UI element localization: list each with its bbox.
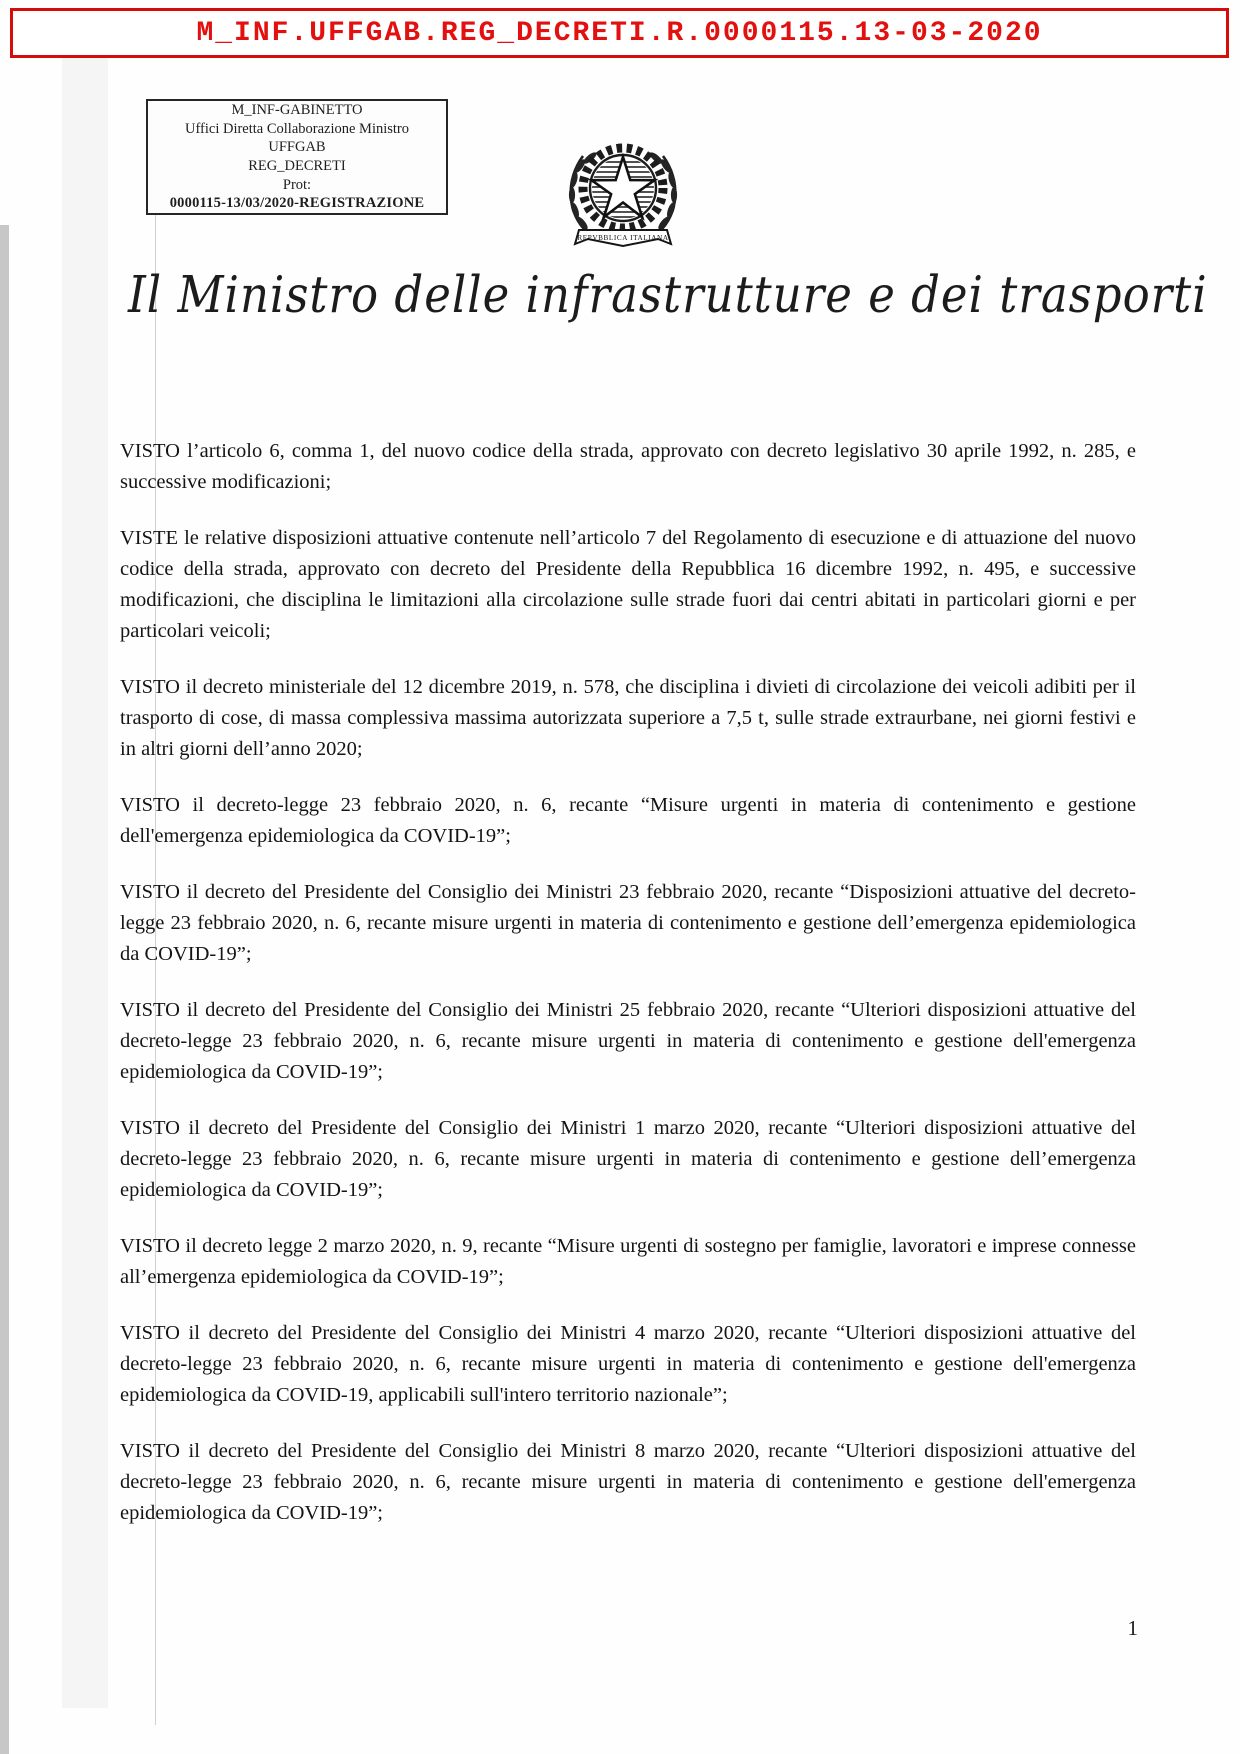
recital-paragraph: VISTO il decreto-legge 23 febbraio 2020, n. 6, recante “Misure urgenti in materia di contenimento e gestione dell'emergenza epidemiologica da COVID-19”; — [120, 794, 1136, 847]
recital-paragraph: VISTO il decreto del Presidente del Consiglio dei Ministri 1 marzo 2020, recante “Ulteriori disposizioni attuative del decreto-legge 23 febbraio 2020, n. 6, recante misure urgenti in materia di contenimento e gestione dell’emergenza epidemiologica da COVID-19”; — [120, 1117, 1136, 1201]
stamp-line: 0000115-13/03/2020-REGISTRAZIONE — [169, 195, 425, 212]
minister-title: Il Ministro delle infrastrutture e dei trasporti — [128, 264, 1208, 325]
protocol-banner — [10, 8, 1229, 58]
recital-paragraph: VISTO il decreto legge 2 marzo 2020, n. 9, recante “Misure urgenti di sostegno per famiglie, lavoratori e imprese connesse all’emergenza epidemiologica da COVID-19”; — [120, 1235, 1136, 1288]
stamp-line: REG_DECRETI — [248, 158, 346, 174]
scan-edge-artifact — [0, 225, 9, 1754]
protocol-number: M_INF.UFFGAB.REG_DECRETI.R.0000115.13-03-2020 — [196, 17, 1043, 49]
registration-stamp — [146, 99, 448, 215]
stamp-line: Uffici Diretta Collaborazione Ministro — [184, 120, 410, 137]
decree-recitals — [120, 436, 1136, 1554]
recital-paragraph: VISTO il decreto del Presidente del Consiglio dei Ministri 8 marzo 2020, recante “Ulteriori disposizioni attuative del decreto-legge 23 febbraio 2020, n. 6, recante misure urgenti in materia di contenimento e gestione dell'emergenza epidemiologica da COVID-19”; — [120, 1440, 1136, 1524]
emblem-ribbon-text: REPVBBLICA ITALIANA — [577, 234, 669, 242]
page-number: 1 — [1127, 1616, 1138, 1640]
scan-shade-artifact — [62, 58, 108, 1708]
recital-paragraph: VISTO il decreto del Presidente del Consiglio dei Ministri 25 febbraio 2020, recante “Ulteriori disposizioni attuative del decreto-legge 23 febbraio 2020, n. 6, recante misure urgenti in materia di contenimento e gestione dell'emergenza epidemiologica da COVID-19”; — [120, 999, 1136, 1083]
stamp-line: M_INF-GABINETTO — [231, 102, 363, 119]
recital-paragraph: VISTO il decreto del Presidente del Consiglio dei Ministri 4 marzo 2020, recante “Ulteriori disposizioni attuative del decreto-legge 23 febbraio 2020, n. 6, recante misure urgenti in materia di contenimento e gestione dell'emergenza epidemiologica da COVID-19, applicabili sull'intero territorio nazionale”; — [120, 1322, 1136, 1406]
recital-paragraph: VISTO il decreto del Presidente del Consiglio dei Ministri 23 febbraio 2020, recante “Disposizioni attuative del decreto-legge 23 febbraio 2020, n. 6, recante misure urgenti in materia di contenimento e gestione dell’emergenza epidemiologica da COVID-19”; — [120, 881, 1136, 965]
stamp-line: UFFGAB — [268, 139, 326, 156]
recital-paragraph: VISTO l’articolo 6, comma 1, del nuovo codice della strada, approvato con decreto legislativo 30 aprile 1992, n. 285, e successive modificazioni; — [120, 440, 1136, 493]
italian-republic-emblem-icon — [553, 128, 693, 268]
recital-paragraph: VISTO il decreto ministeriale del 12 dicembre 2019, n. 578, che disciplina i divieti di circolazione dei veicoli adibiti per il trasporto di cose, di massa complessiva massima autorizzata superiore a 7,5 t, sulle strade extraurbane, nei giorni festivi e in altri giorni dell’anno 2020; — [120, 676, 1136, 760]
recital-paragraph: VISTE le relative disposizioni attuative contenute nell’articolo 7 del Regolamento di esecuzione e di attuazione del nuovo codice della strada, approvato con decreto del Presidente della Repubblica 16 dicembre 1992, n. 495, e successive modificazioni, che disciplina le limitazioni alla circolazione sulle strade fuori dai centri abitati in particolari giorni e per particolari veicoli; — [120, 527, 1136, 642]
stamp-line: Prot: — [282, 176, 312, 193]
